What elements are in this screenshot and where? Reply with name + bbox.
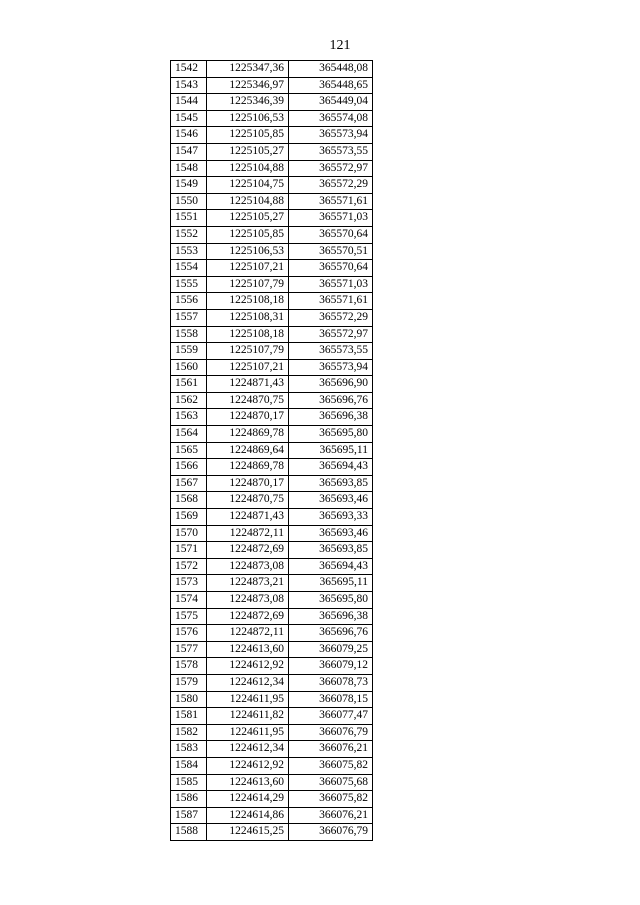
table-row bbox=[171, 691, 373, 708]
x-coordinate-cell: 1224869,78 bbox=[207, 426, 289, 443]
y-coordinate-cell: 365693,33 bbox=[289, 509, 373, 526]
x-coordinate-cell: 1224871,43 bbox=[207, 509, 289, 526]
x-coordinate-cell: 1225108,18 bbox=[207, 326, 289, 343]
x-coordinate-cell: 1224612,34 bbox=[207, 741, 289, 758]
table-row bbox=[171, 177, 373, 194]
point-number-cell: 1557 bbox=[171, 309, 207, 326]
point-number-cell: 1588 bbox=[171, 824, 207, 841]
table-row bbox=[171, 791, 373, 808]
point-number-cell: 1568 bbox=[171, 492, 207, 509]
x-coordinate-cell: 1224613,60 bbox=[207, 774, 289, 791]
y-coordinate-cell: 366076,79 bbox=[289, 724, 373, 741]
x-coordinate-cell: 1224872,11 bbox=[207, 625, 289, 642]
x-coordinate-cell: 1224869,64 bbox=[207, 442, 289, 459]
y-coordinate-cell: 365570,64 bbox=[289, 226, 373, 243]
x-coordinate-cell: 1224870,75 bbox=[207, 492, 289, 509]
table-row bbox=[171, 127, 373, 144]
point-number-cell: 1552 bbox=[171, 226, 207, 243]
x-coordinate-cell: 1224873,08 bbox=[207, 592, 289, 609]
x-coordinate-cell: 1225106,53 bbox=[207, 243, 289, 260]
y-coordinate-cell: 365573,55 bbox=[289, 143, 373, 160]
y-coordinate-cell: 366076,21 bbox=[289, 741, 373, 758]
y-coordinate-cell: 365570,51 bbox=[289, 243, 373, 260]
x-coordinate-cell: 1224612,34 bbox=[207, 674, 289, 691]
y-coordinate-cell: 365696,90 bbox=[289, 376, 373, 393]
point-number-cell: 1574 bbox=[171, 592, 207, 609]
y-coordinate-cell: 365696,38 bbox=[289, 608, 373, 625]
y-coordinate-cell: 365694,43 bbox=[289, 558, 373, 575]
point-number-cell: 1578 bbox=[171, 658, 207, 675]
y-coordinate-cell: 365693,46 bbox=[289, 492, 373, 509]
point-number-cell: 1571 bbox=[171, 542, 207, 559]
point-number-cell: 1556 bbox=[171, 293, 207, 310]
y-coordinate-cell: 365571,61 bbox=[289, 193, 373, 210]
point-number-cell: 1560 bbox=[171, 359, 207, 376]
point-number-cell: 1548 bbox=[171, 160, 207, 177]
y-coordinate-cell: 365571,61 bbox=[289, 293, 373, 310]
x-coordinate-cell: 1225105,27 bbox=[207, 143, 289, 160]
table-row bbox=[171, 409, 373, 426]
x-coordinate-cell: 1224870,75 bbox=[207, 392, 289, 409]
y-coordinate-cell: 365448,08 bbox=[289, 61, 373, 78]
point-number-cell: 1572 bbox=[171, 558, 207, 575]
point-number-cell: 1585 bbox=[171, 774, 207, 791]
y-coordinate-cell: 365574,08 bbox=[289, 110, 373, 127]
point-number-cell: 1577 bbox=[171, 641, 207, 658]
coordinates-table bbox=[170, 60, 373, 841]
y-coordinate-cell: 365695,80 bbox=[289, 426, 373, 443]
point-number-cell: 1573 bbox=[171, 575, 207, 592]
table-row bbox=[171, 77, 373, 94]
y-coordinate-cell: 365570,64 bbox=[289, 260, 373, 277]
table-row bbox=[171, 509, 373, 526]
x-coordinate-cell: 1224611,95 bbox=[207, 691, 289, 708]
y-coordinate-cell: 366079,12 bbox=[289, 658, 373, 675]
table-row bbox=[171, 426, 373, 443]
y-coordinate-cell: 366075,82 bbox=[289, 791, 373, 808]
y-coordinate-cell: 365695,80 bbox=[289, 592, 373, 609]
table-row bbox=[171, 525, 373, 542]
table-row bbox=[171, 160, 373, 177]
y-coordinate-cell: 365572,97 bbox=[289, 326, 373, 343]
y-coordinate-cell: 365696,76 bbox=[289, 625, 373, 642]
x-coordinate-cell: 1225104,88 bbox=[207, 193, 289, 210]
x-coordinate-cell: 1225107,21 bbox=[207, 260, 289, 277]
y-coordinate-cell: 366075,68 bbox=[289, 774, 373, 791]
table-row bbox=[171, 774, 373, 791]
table-row bbox=[171, 343, 373, 360]
point-number-cell: 1542 bbox=[171, 61, 207, 78]
table-row bbox=[171, 708, 373, 725]
table-row bbox=[171, 392, 373, 409]
table-row bbox=[171, 226, 373, 243]
point-number-cell: 1567 bbox=[171, 475, 207, 492]
y-coordinate-cell: 366079,25 bbox=[289, 641, 373, 658]
x-coordinate-cell: 1224872,11 bbox=[207, 525, 289, 542]
point-number-cell: 1546 bbox=[171, 127, 207, 144]
y-coordinate-cell: 365572,29 bbox=[289, 177, 373, 194]
point-number-cell: 1576 bbox=[171, 625, 207, 642]
point-number-cell: 1553 bbox=[171, 243, 207, 260]
x-coordinate-cell: 1224873,08 bbox=[207, 558, 289, 575]
x-coordinate-cell: 1224870,17 bbox=[207, 475, 289, 492]
table-row bbox=[171, 608, 373, 625]
table-row bbox=[171, 558, 373, 575]
point-number-cell: 1549 bbox=[171, 177, 207, 194]
table-row bbox=[171, 575, 373, 592]
point-number-cell: 1580 bbox=[171, 691, 207, 708]
x-coordinate-cell: 1225107,21 bbox=[207, 359, 289, 376]
table-row bbox=[171, 459, 373, 476]
x-coordinate-cell: 1225107,79 bbox=[207, 343, 289, 360]
table-row bbox=[171, 309, 373, 326]
table-row bbox=[171, 442, 373, 459]
table-row bbox=[171, 757, 373, 774]
point-number-cell: 1551 bbox=[171, 210, 207, 227]
point-number-cell: 1559 bbox=[171, 343, 207, 360]
table-row bbox=[171, 641, 373, 658]
x-coordinate-cell: 1224615,25 bbox=[207, 824, 289, 841]
x-coordinate-cell: 1225104,88 bbox=[207, 160, 289, 177]
table-row bbox=[171, 260, 373, 277]
point-number-cell: 1545 bbox=[171, 110, 207, 127]
point-number-cell: 1555 bbox=[171, 276, 207, 293]
y-coordinate-cell: 365695,11 bbox=[289, 442, 373, 459]
y-coordinate-cell: 365572,97 bbox=[289, 160, 373, 177]
point-number-cell: 1563 bbox=[171, 409, 207, 426]
table-row bbox=[171, 94, 373, 111]
point-number-cell: 1562 bbox=[171, 392, 207, 409]
table-row bbox=[171, 110, 373, 127]
y-coordinate-cell: 365572,29 bbox=[289, 309, 373, 326]
y-coordinate-cell: 365693,46 bbox=[289, 525, 373, 542]
x-coordinate-cell: 1225346,97 bbox=[207, 77, 289, 94]
x-coordinate-cell: 1224614,86 bbox=[207, 807, 289, 824]
table-row bbox=[171, 658, 373, 675]
y-coordinate-cell: 366075,82 bbox=[289, 757, 373, 774]
point-number-cell: 1582 bbox=[171, 724, 207, 741]
y-coordinate-cell: 365448,65 bbox=[289, 77, 373, 94]
table-row bbox=[171, 542, 373, 559]
x-coordinate-cell: 1224872,69 bbox=[207, 542, 289, 559]
point-number-cell: 1587 bbox=[171, 807, 207, 824]
x-coordinate-cell: 1225107,79 bbox=[207, 276, 289, 293]
y-coordinate-cell: 365696,76 bbox=[289, 392, 373, 409]
point-number-cell: 1550 bbox=[171, 193, 207, 210]
point-number-cell: 1543 bbox=[171, 77, 207, 94]
point-number-cell: 1564 bbox=[171, 426, 207, 443]
x-coordinate-cell: 1224613,60 bbox=[207, 641, 289, 658]
point-number-cell: 1566 bbox=[171, 459, 207, 476]
table-row bbox=[171, 592, 373, 609]
x-coordinate-cell: 1224611,95 bbox=[207, 724, 289, 741]
point-number-cell: 1584 bbox=[171, 757, 207, 774]
x-coordinate-cell: 1225108,31 bbox=[207, 309, 289, 326]
table-row bbox=[171, 475, 373, 492]
y-coordinate-cell: 365694,43 bbox=[289, 459, 373, 476]
table-row bbox=[171, 143, 373, 160]
point-number-cell: 1570 bbox=[171, 525, 207, 542]
table-row bbox=[171, 376, 373, 393]
point-number-cell: 1554 bbox=[171, 260, 207, 277]
x-coordinate-cell: 1224870,17 bbox=[207, 409, 289, 426]
y-coordinate-cell: 366077,47 bbox=[289, 708, 373, 725]
coordinates-table-body bbox=[171, 61, 373, 841]
x-coordinate-cell: 1224611,82 bbox=[207, 708, 289, 725]
x-coordinate-cell: 1225347,36 bbox=[207, 61, 289, 78]
point-number-cell: 1579 bbox=[171, 674, 207, 691]
table-row bbox=[171, 807, 373, 824]
y-coordinate-cell: 366076,79 bbox=[289, 824, 373, 841]
point-number-cell: 1565 bbox=[171, 442, 207, 459]
point-number-cell: 1569 bbox=[171, 509, 207, 526]
x-coordinate-cell: 1224873,21 bbox=[207, 575, 289, 592]
x-coordinate-cell: 1225346,39 bbox=[207, 94, 289, 111]
y-coordinate-cell: 365573,94 bbox=[289, 359, 373, 376]
table-row bbox=[171, 724, 373, 741]
page-number: 121 bbox=[329, 38, 351, 53]
point-number-cell: 1583 bbox=[171, 741, 207, 758]
x-coordinate-cell: 1225105,85 bbox=[207, 226, 289, 243]
point-number-cell: 1561 bbox=[171, 376, 207, 393]
point-number-cell: 1558 bbox=[171, 326, 207, 343]
point-number-cell: 1581 bbox=[171, 708, 207, 725]
y-coordinate-cell: 365695,11 bbox=[289, 575, 373, 592]
table-row bbox=[171, 625, 373, 642]
y-coordinate-cell: 365571,03 bbox=[289, 210, 373, 227]
x-coordinate-cell: 1224871,43 bbox=[207, 376, 289, 393]
table-row bbox=[171, 210, 373, 227]
table-row bbox=[171, 293, 373, 310]
y-coordinate-cell: 366078,73 bbox=[289, 674, 373, 691]
table-row bbox=[171, 243, 373, 260]
x-coordinate-cell: 1225104,75 bbox=[207, 177, 289, 194]
x-coordinate-cell: 1224872,69 bbox=[207, 608, 289, 625]
x-coordinate-cell: 1224614,29 bbox=[207, 791, 289, 808]
y-coordinate-cell: 365573,55 bbox=[289, 343, 373, 360]
table-row bbox=[171, 276, 373, 293]
x-coordinate-cell: 1224869,78 bbox=[207, 459, 289, 476]
y-coordinate-cell: 365449,04 bbox=[289, 94, 373, 111]
x-coordinate-cell: 1224612,92 bbox=[207, 658, 289, 675]
x-coordinate-cell: 1225105,85 bbox=[207, 127, 289, 144]
table-row bbox=[171, 61, 373, 78]
y-coordinate-cell: 365696,38 bbox=[289, 409, 373, 426]
point-number-cell: 1575 bbox=[171, 608, 207, 625]
point-number-cell: 1544 bbox=[171, 94, 207, 111]
y-coordinate-cell: 366078,15 bbox=[289, 691, 373, 708]
x-coordinate-cell: 1225106,53 bbox=[207, 110, 289, 127]
table-row bbox=[171, 824, 373, 841]
point-number-cell: 1547 bbox=[171, 143, 207, 160]
x-coordinate-cell: 1225108,18 bbox=[207, 293, 289, 310]
table-row bbox=[171, 674, 373, 691]
table-row bbox=[171, 741, 373, 758]
point-number-cell: 1586 bbox=[171, 791, 207, 808]
y-coordinate-cell: 366076,21 bbox=[289, 807, 373, 824]
table-row bbox=[171, 326, 373, 343]
y-coordinate-cell: 365693,85 bbox=[289, 542, 373, 559]
y-coordinate-cell: 365693,85 bbox=[289, 475, 373, 492]
x-coordinate-cell: 1224612,92 bbox=[207, 757, 289, 774]
y-coordinate-cell: 365571,03 bbox=[289, 276, 373, 293]
x-coordinate-cell: 1225105,27 bbox=[207, 210, 289, 227]
table-row bbox=[171, 359, 373, 376]
y-coordinate-cell: 365573,94 bbox=[289, 127, 373, 144]
table-row bbox=[171, 193, 373, 210]
table-row bbox=[171, 492, 373, 509]
